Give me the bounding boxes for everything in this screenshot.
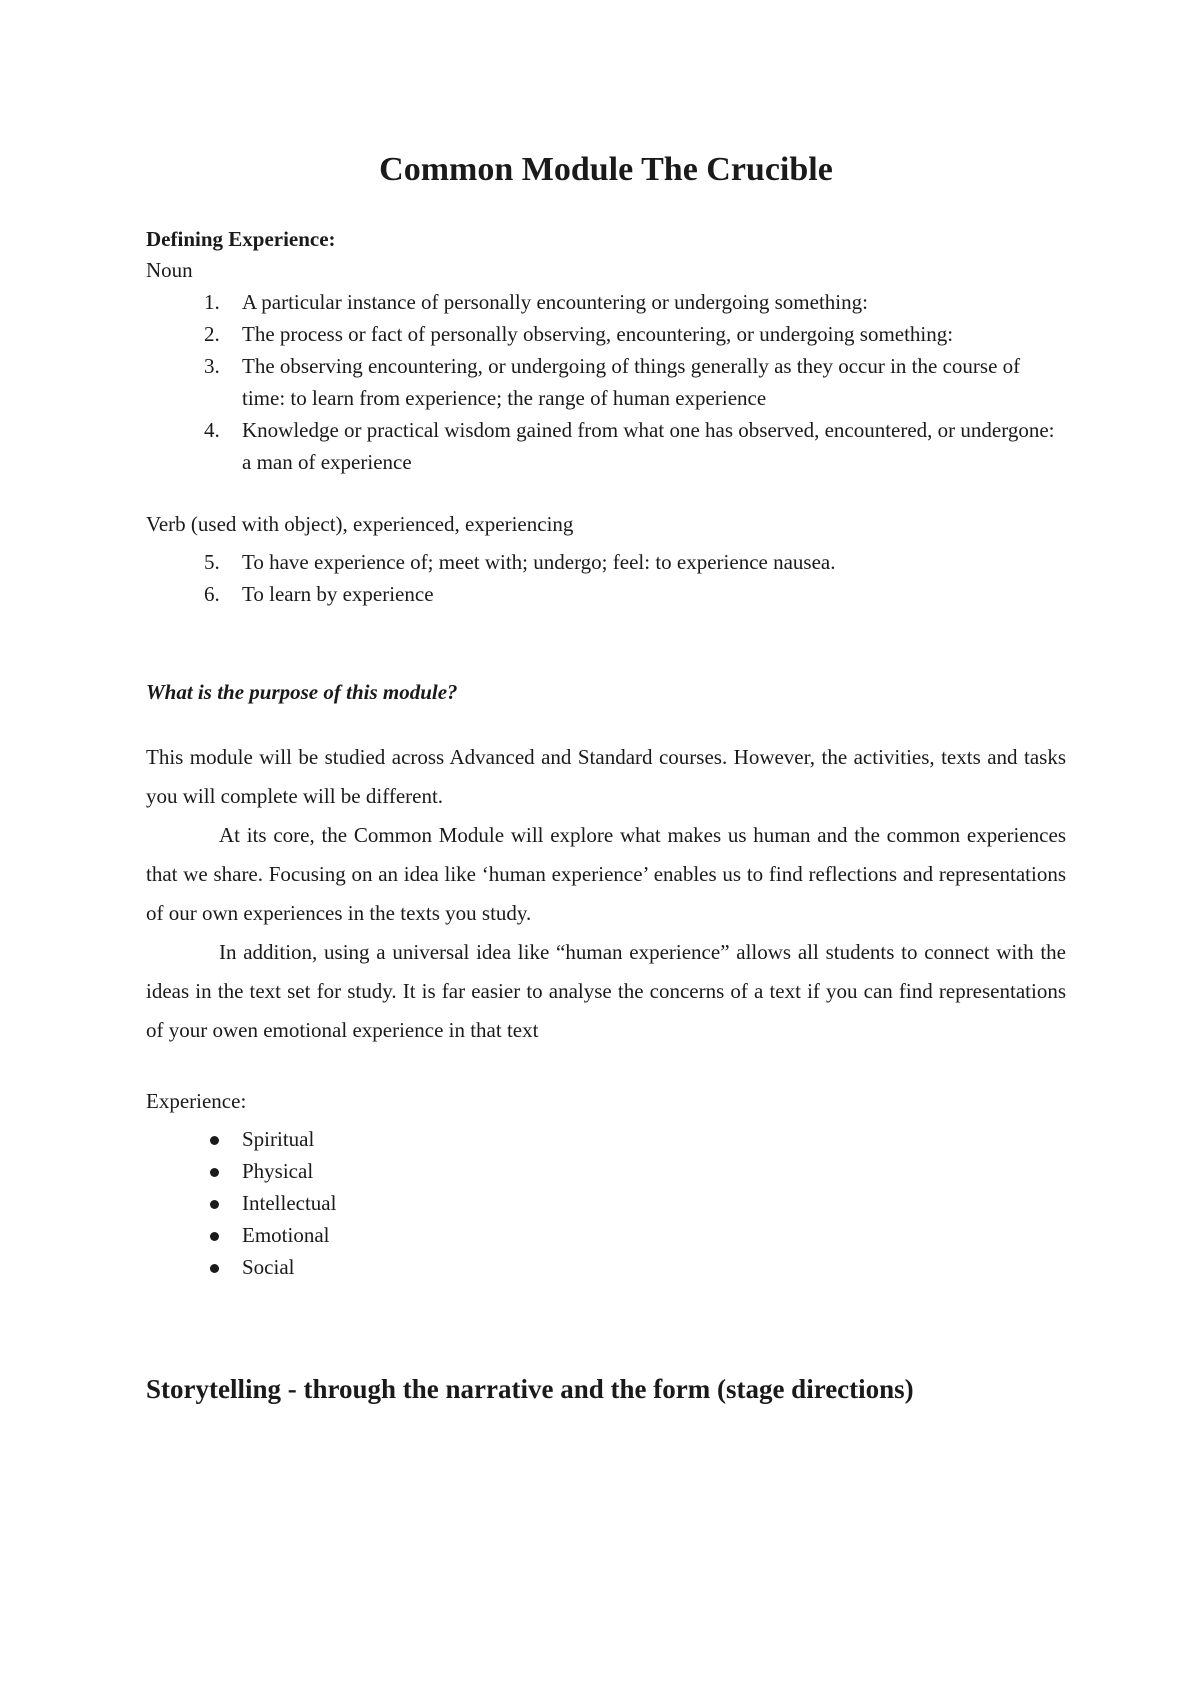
document-content bbox=[146, 146, 1066, 1409]
item-number: 6. bbox=[204, 582, 220, 606]
list-item bbox=[146, 1123, 1066, 1155]
list-item bbox=[146, 546, 1066, 578]
experience-list bbox=[146, 1123, 1066, 1283]
list-item bbox=[146, 318, 1066, 350]
item-text: Spiritual bbox=[242, 1127, 315, 1151]
item-text: To learn by experience bbox=[242, 582, 434, 606]
list-item bbox=[146, 1219, 1066, 1251]
item-number: 4. bbox=[204, 418, 220, 442]
item-number: 5. bbox=[204, 550, 220, 574]
bullet-icon bbox=[210, 1232, 219, 1241]
verb-definition-list bbox=[146, 546, 1066, 610]
item-number: 2. bbox=[204, 322, 220, 346]
item-text: Intellectual bbox=[242, 1191, 337, 1215]
item-text: A particular instance of personally encountering or undergoing something: bbox=[242, 290, 868, 314]
list-item bbox=[146, 286, 1066, 318]
item-text: The process or fact of personally observing, encountering, or undergoing something: bbox=[242, 322, 954, 346]
bullet-icon bbox=[210, 1200, 219, 1209]
bullet-icon bbox=[210, 1168, 219, 1177]
list-item bbox=[146, 1155, 1066, 1187]
title-prefix: Common Module bbox=[379, 151, 642, 188]
title-bold: The Crucible bbox=[641, 151, 833, 188]
list-item bbox=[146, 578, 1066, 610]
storytelling-heading: Storytelling - through the narrative and the form (stage directions) bbox=[146, 1374, 914, 1404]
definition-heading: Defining Experience: bbox=[146, 227, 336, 251]
paragraph: In addition, using a universal idea like “human experience” allows all students to connect with the ideas in the text set for study. It is far easier to analyse the concerns of a text if you can find representations of your owen emotional experience in that text bbox=[146, 940, 1066, 1042]
bullet-icon bbox=[210, 1136, 219, 1145]
item-text: Knowledge or practical wisdom gained from what one has observed, encountered, or undergone: a man of experience bbox=[242, 418, 1055, 474]
list-item bbox=[146, 350, 1066, 414]
purpose-question: What is the purpose of this module? bbox=[146, 680, 458, 704]
list-item bbox=[146, 1187, 1066, 1219]
item-text: Physical bbox=[242, 1159, 314, 1183]
list-item bbox=[146, 414, 1066, 478]
item-text: The observing encountering, or undergoing of things generally as they occur in the course of time: to learn from experience; the range of human experience bbox=[242, 354, 1021, 410]
experience-label: Experience: bbox=[146, 1089, 247, 1113]
item-number: 1. bbox=[204, 290, 220, 314]
item-text: Social bbox=[242, 1255, 295, 1279]
paragraph: This module will be studied across Advanced and Standard courses. However, the activities, texts and tasks you will complete will be different. bbox=[146, 745, 1066, 808]
noun-definition-list bbox=[146, 286, 1066, 478]
item-text: Emotional bbox=[242, 1223, 330, 1247]
paragraph: At its core, the Common Module will explore what makes us human and the common experiences that we share. Focusing on an idea like ‘human experience’ enables us to find reflections and representations of our own experiences in the texts you study. bbox=[146, 823, 1066, 925]
page-title bbox=[146, 146, 1066, 194]
verb-label: Verb (used with object), experienced, experiencing bbox=[146, 512, 574, 536]
noun-label: Noun bbox=[146, 258, 193, 282]
list-item bbox=[146, 1251, 1066, 1283]
item-number: 3. bbox=[204, 354, 220, 378]
purpose-body bbox=[146, 738, 1066, 1050]
bullet-icon bbox=[210, 1264, 219, 1273]
item-text: To have experience of; meet with; undergo; feel: to experience nausea. bbox=[242, 550, 836, 574]
